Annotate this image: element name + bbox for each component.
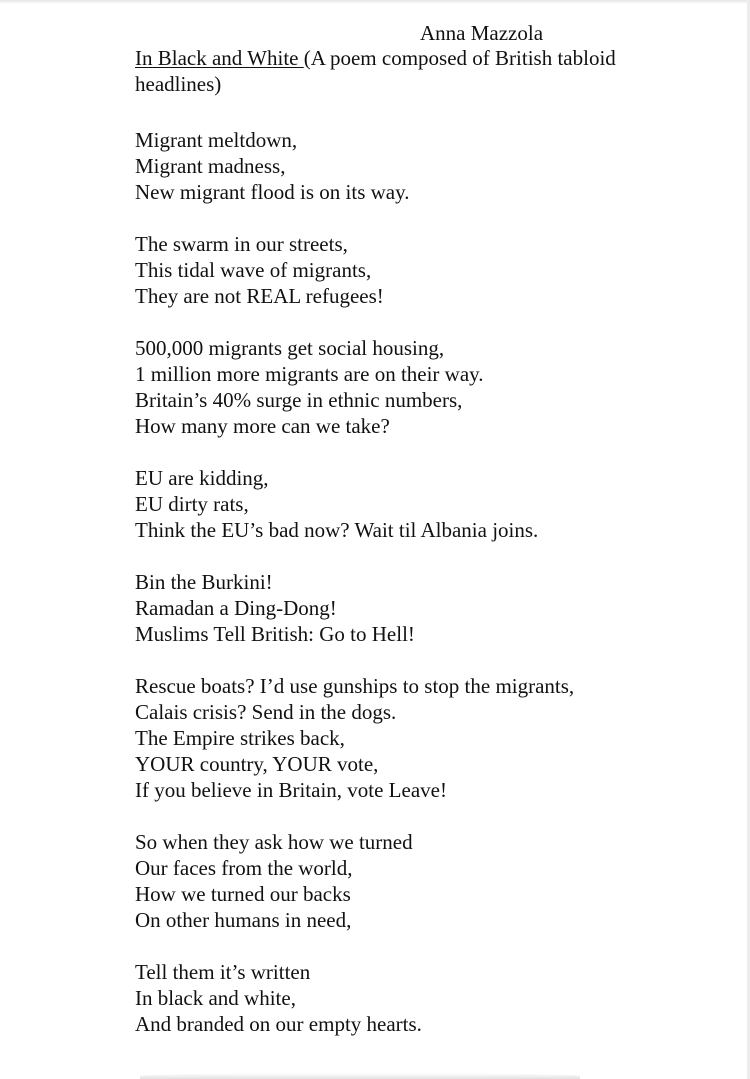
poem-line: New migrant flood is on its way. [135,180,410,204]
poem-line: Britain’s 40% surge in ethnic numbers, [135,388,463,412]
poem-line: EU are kidding, [135,466,269,490]
poem-stanza [135,959,735,1037]
poem-line: Calais crisis? Send in the dogs. [135,700,397,724]
poem-line: In black and white, [135,986,296,1010]
poem-stanza [135,465,735,543]
poem-line: Rescue boats? I’d use gunships to stop the migrants, [135,674,575,698]
poem-line: How many more can we take? [135,414,390,438]
page-top-edge [0,0,750,4]
poem-line: On other humans in need, [135,908,352,932]
poem-title: In Black and White [135,46,304,70]
poem-line: YOUR country, YOUR vote, [135,752,379,776]
poem-stanza [135,231,735,309]
poem-line: Migrant meltdown, [135,128,298,152]
poem-line: EU dirty rats, [135,492,249,516]
poem-line: Muslims Tell British: Go to Hell! [135,622,415,646]
poem-line: Migrant madness, [135,154,286,178]
poem-line: The swarm in our streets, [135,232,348,256]
poem-line: Our faces from the world, [135,856,353,880]
poem-line: This tidal wave of migrants, [135,258,372,282]
poem-stanza [135,127,735,205]
poem-heading [135,45,635,97]
poem-line: Tell them it’s written [135,960,311,984]
poem-line: 1 million more migrants are on their way. [135,362,484,386]
author-name: Anna Mazzola [420,21,544,45]
poem-line: Think the EU’s bad now? Wait til Albania joins. [135,518,539,542]
poem-line: Ramadan a Ding-Dong! [135,596,337,620]
poem-stanza [135,829,735,933]
poem-line: 500,000 migrants get social housing, [135,336,445,360]
page-bottom-edge [140,1073,580,1079]
poem-line: They are not REAL refugees! [135,284,384,308]
poem-stanza [135,335,735,439]
poem-line: Bin the Burkini! [135,570,273,594]
poem-line: How we turned our backs [135,882,351,906]
poem-body [135,127,735,1063]
poem-stanza [135,569,735,647]
poem-line: If you believe in Britain, vote Leave! [135,778,447,802]
poem-line: The Empire strikes back, [135,726,345,750]
poem-subtitle: (A poem composed of British tabloid headlines) [135,46,616,96]
poem-stanza [135,673,735,803]
poem-line: And branded on our empty hearts. [135,1012,422,1036]
poem-line: So when they ask how we turned [135,830,413,854]
